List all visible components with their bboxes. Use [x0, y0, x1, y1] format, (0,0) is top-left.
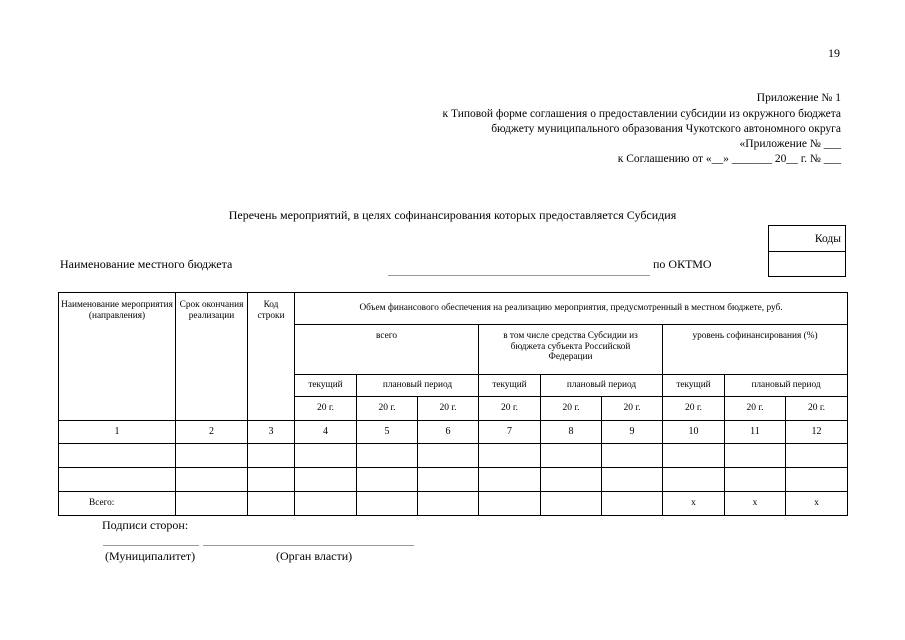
- table-cell[interactable]: [176, 492, 248, 516]
- table-cell[interactable]: [479, 444, 541, 468]
- table-cell[interactable]: [295, 444, 357, 468]
- table-cell[interactable]: [248, 444, 295, 468]
- table-cell[interactable]: [541, 468, 602, 492]
- column-number: 8: [541, 421, 602, 444]
- year-cell: 20 г.: [786, 397, 848, 421]
- table-cell[interactable]: [663, 444, 725, 468]
- header-current-period: текущий: [663, 375, 725, 397]
- total-label: Всего:: [59, 492, 176, 516]
- authority-signature-line[interactable]: [203, 545, 414, 546]
- column-number: 6: [418, 421, 479, 444]
- codes-label: Коды: [769, 226, 845, 252]
- header-current-period: текущий: [479, 375, 541, 397]
- table-cell[interactable]: [357, 468, 418, 492]
- column-number: 12: [786, 421, 848, 444]
- header-subsidy-group: в том числе средства Субсидии из бюджета субъекта Российской Федерации: [479, 325, 663, 375]
- total-row: [59, 492, 848, 516]
- table-cell[interactable]: [295, 492, 357, 516]
- table-cell[interactable]: [418, 492, 479, 516]
- budget-name-label: Наименование местного бюджета: [60, 257, 233, 271]
- table-cell[interactable]: [602, 468, 663, 492]
- authority-label: (Орган власти): [276, 549, 353, 563]
- table-cell[interactable]: [59, 468, 176, 492]
- year-cell: 20 г.: [541, 397, 602, 421]
- page-number: 19: [828, 46, 840, 60]
- table-row: [59, 444, 848, 468]
- header-current-period: текущий: [295, 375, 357, 397]
- table-cell[interactable]: [357, 444, 418, 468]
- table-cell[interactable]: [541, 444, 602, 468]
- year-cell: 20 г.: [602, 397, 663, 421]
- document-title: Перечень мероприятий, в целях софинансирования которых предоставляется Субсидия: [228, 208, 677, 222]
- year-cell: 20 г.: [418, 397, 479, 421]
- oktmo-label: по ОКТМО: [653, 257, 712, 271]
- header-planned-period: плановый период: [357, 375, 479, 397]
- agreement-line: к Соглашению от «__» _______ 20__ г. № ___: [617, 153, 841, 165]
- year-cell: 20 г.: [295, 397, 357, 421]
- table-cell[interactable]: [248, 468, 295, 492]
- table-cell[interactable]: [248, 492, 295, 516]
- table-cell[interactable]: [59, 444, 176, 468]
- header-financing-volume: Объем финансового обеспечения на реализацию мероприятия, предусмотренный в местном бюджете, руб.: [295, 293, 848, 325]
- activities-table: [58, 292, 848, 516]
- x-mark: x: [725, 492, 786, 516]
- table-cell[interactable]: [479, 468, 541, 492]
- header-planned-period: плановый период: [725, 375, 848, 397]
- table-cell[interactable]: [541, 492, 602, 516]
- year-cell: 20 г.: [357, 397, 418, 421]
- table-cell[interactable]: [418, 444, 479, 468]
- column-number: 4: [295, 421, 357, 444]
- column-number: 1: [59, 421, 176, 444]
- year-cell: 20 г.: [479, 397, 541, 421]
- table-cell[interactable]: [176, 468, 248, 492]
- header-planned-period: плановый период: [541, 375, 663, 397]
- year-cell: 20 г.: [663, 397, 725, 421]
- header-cofinancing-level-group: уровень софинансирования (%): [663, 325, 848, 375]
- table-cell[interactable]: [418, 468, 479, 492]
- column-number: 9: [602, 421, 663, 444]
- table-cell[interactable]: [725, 444, 786, 468]
- appendix-line: Приложение № 1: [756, 92, 841, 104]
- oktmo-code-field[interactable]: [769, 252, 845, 277]
- table-cell[interactable]: [295, 468, 357, 492]
- column-number: 2: [176, 421, 248, 444]
- table-cell[interactable]: [725, 468, 786, 492]
- table-cell[interactable]: [786, 468, 848, 492]
- budget-name-field[interactable]: [388, 275, 650, 276]
- signatures-label: Подписи сторон:: [102, 518, 189, 532]
- x-mark: x: [786, 492, 848, 516]
- x-mark: x: [663, 492, 725, 516]
- table-cell[interactable]: [176, 444, 248, 468]
- column-number: 10: [663, 421, 725, 444]
- column-number: 11: [725, 421, 786, 444]
- municipality-signature-line[interactable]: [103, 545, 199, 546]
- table-cell[interactable]: [786, 444, 848, 468]
- table-row: [59, 468, 848, 492]
- table-cell[interactable]: [663, 468, 725, 492]
- codes-box: [768, 225, 846, 277]
- column-number: 7: [479, 421, 541, 444]
- header-activity-name: Наименование мероприятия (направления): [59, 293, 176, 421]
- table-cell[interactable]: [479, 492, 541, 516]
- column-number: 5: [357, 421, 418, 444]
- column-number: 3: [248, 421, 295, 444]
- appendix-form-line: к Типовой форме соглашения о предоставлении субсидии из окружного бюджета: [442, 108, 841, 120]
- table-cell[interactable]: [357, 492, 418, 516]
- header-line-code: Код строки: [248, 293, 295, 421]
- municipality-label: (Муниципалитет): [105, 549, 196, 563]
- appendix-municipality-line: бюджету муниципального образования Чукотского автономного округа: [491, 123, 841, 135]
- year-cell: 20 г.: [725, 397, 786, 421]
- table-cell[interactable]: [602, 492, 663, 516]
- appendix-number-line: «Приложение № ___: [739, 138, 841, 150]
- column-numbers-row: [59, 421, 848, 444]
- header-deadline: Срок окончания реализации: [176, 293, 248, 421]
- header-total-group: всего: [295, 325, 479, 375]
- table-cell[interactable]: [602, 444, 663, 468]
